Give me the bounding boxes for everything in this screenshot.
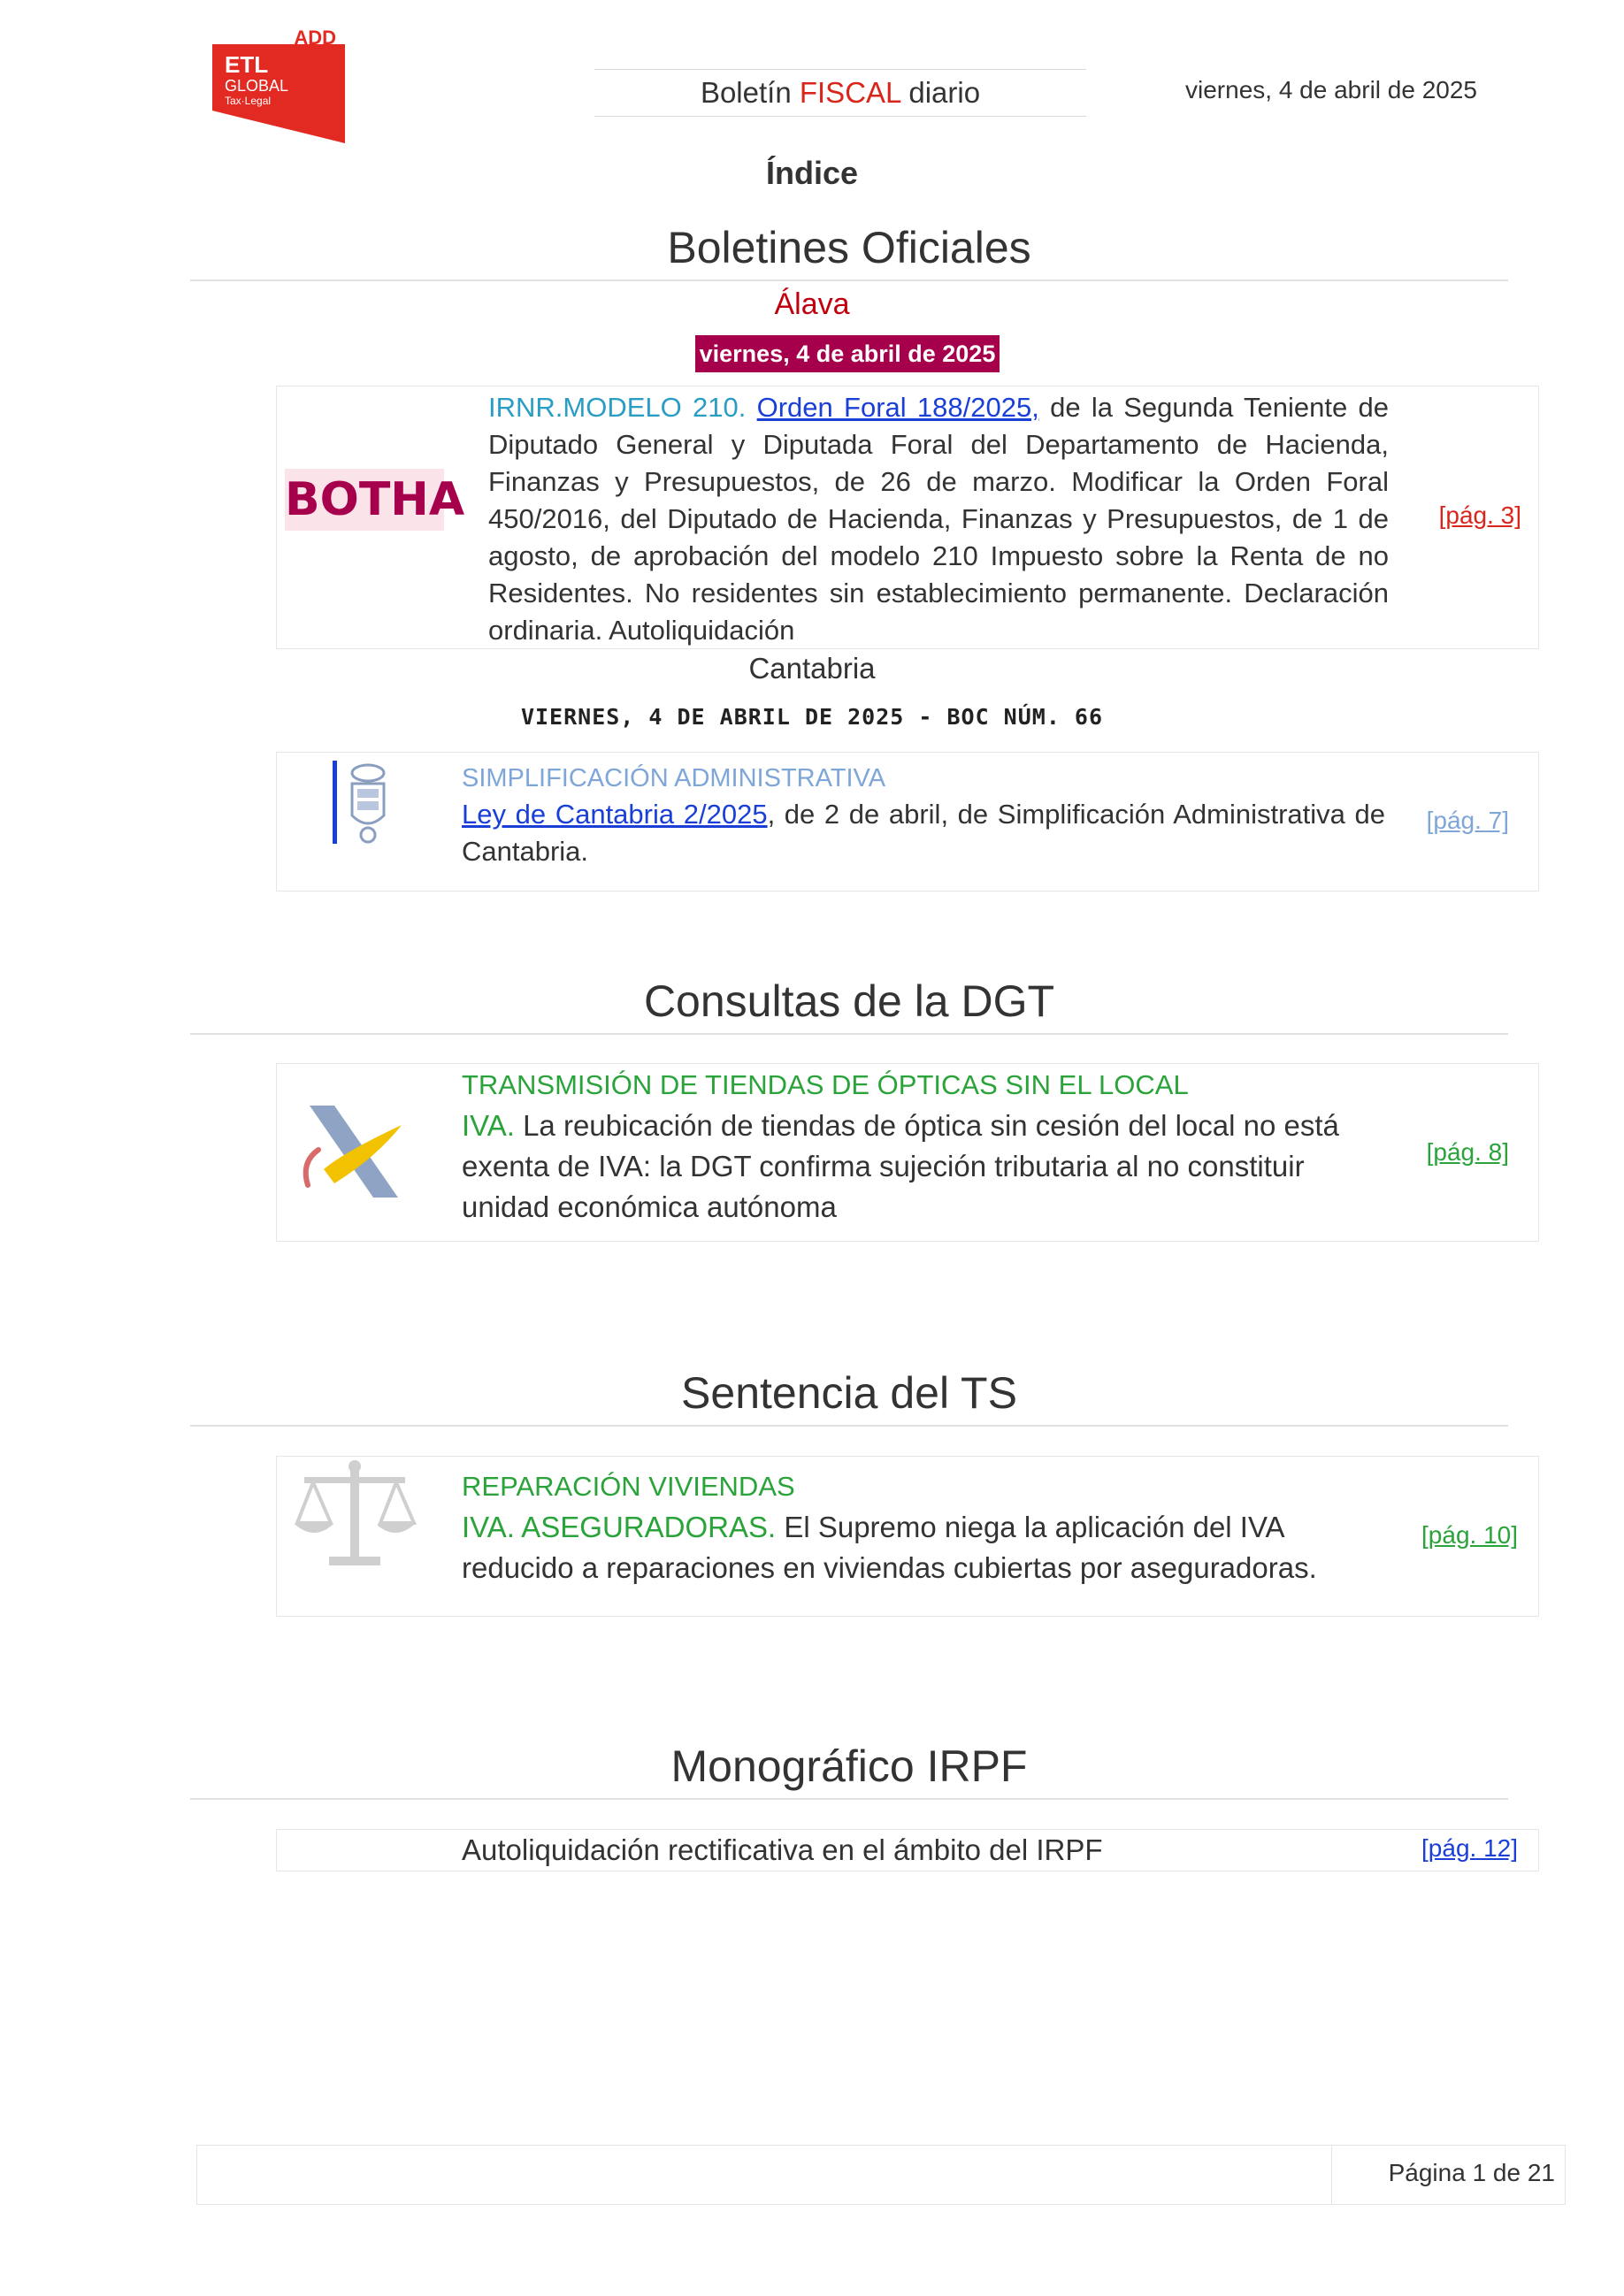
logo-global-text: GLOBAL	[225, 77, 289, 95]
entry-ts-text	[462, 1466, 1399, 1588]
cantabria-coat-of-arms-icon	[329, 759, 400, 847]
entry-dgt-category: IVA.	[462, 1109, 524, 1142]
ley-cantabria-link[interactable]: Ley de Cantabria 2/2025	[462, 799, 768, 830]
section-title-irpf: Monográfico IRPF	[190, 1740, 1508, 1800]
entry-irpf-text: Autoliquidación rectificativa en el ámbito del IRPF	[462, 1833, 1103, 1866]
page-ref-8[interactable]: [pág. 8]	[1426, 1138, 1509, 1166]
section-title-boletines: Boletines Oficiales	[190, 221, 1508, 281]
section-title-ts: Sentencia del TS	[190, 1366, 1508, 1427]
entry-dgt-body: La reubicación de tiendas de óptica sin cesión del local no está exenta de IVA: la DGT confirma sujeción tributaria al no constituir unidad económica autónoma	[462, 1109, 1339, 1223]
entry-ts-body: El Supremo niega la aplicación del IVA reducido a reparaciones en viviendas cubiertas por aseguradoras.	[462, 1511, 1317, 1584]
page-ref-10[interactable]: [pág. 10]	[1421, 1521, 1518, 1549]
entry-ts-category: IVA. ASEGURADORAS.	[462, 1511, 785, 1543]
botha-logo-text: BOTHA	[285, 473, 465, 526]
bulletin-title-accent: FISCAL	[799, 76, 901, 109]
region-title-alava: Álava	[774, 287, 850, 321]
aeat-logo-icon	[292, 1098, 407, 1205]
orden-foral-link[interactable]: Orden Foral 188/2025,	[756, 392, 1039, 423]
logo-tagline-text: Tax·Legal	[225, 95, 272, 107]
bulletin-title-post: diario	[900, 76, 981, 109]
entry-cantabria-body: , de 2 de abril, de Simplificación Administrativa de Cantabria.	[462, 799, 1385, 867]
botha-logo	[285, 469, 465, 531]
scales-of-justice-icon	[292, 1456, 417, 1571]
entry-alava-category: IRNR.MODELO 210.	[488, 392, 757, 423]
footer-page-number: Página 1 de 21	[1388, 2159, 1555, 2186]
entry-cantabria-text	[462, 761, 1385, 870]
entry-alava-text	[488, 389, 1389, 649]
date-badge: viernes, 4 de abril de 2025	[695, 335, 1000, 372]
etl-global-logo	[212, 27, 389, 146]
logo-etl-text: ETL	[225, 51, 269, 78]
region-title-cantabria: Cantabria	[748, 652, 876, 685]
header-date: viernes, 4 de abril de 2025	[1185, 76, 1477, 103]
entry-dgt-text	[462, 1065, 1399, 1228]
bulletin-title-pre: Boletín	[700, 76, 800, 109]
page-ref-7[interactable]: [pág. 7]	[1426, 807, 1509, 834]
entry-cantabria-category: SIMPLIFICACIÓN ADMINISTRATIVA	[462, 764, 886, 792]
logo-add-text: ADD	[294, 27, 336, 49]
page-ref-3[interactable]: [pág. 3]	[1438, 501, 1521, 529]
entry-dgt-heading: TRANSMISIÓN DE TIENDAS DE ÓPTICAS SIN EL LOCAL	[462, 1069, 1189, 1100]
footer-divider	[1331, 2145, 1332, 2205]
page-ref-12[interactable]: [pág. 12]	[1421, 1834, 1518, 1862]
index-title: Índice	[765, 155, 859, 191]
entry-alava-body: de la Segunda Teniente de Diputado General y Diputada Foral del Departamento de Hacienda, Finanzas y Presupuestos, de 26 de marzo. Modificar la Orden Foral 450/2016, del Diputado de Hacienda, Finanzas y Presupuestos, de 1 de agosto, de aprobación del modelo 210 Impuesto sobre la Renta de no Residentes. No residentes sin establecimiento permanente. Declaración ordinaria. Autoliquidación	[488, 392, 1389, 646]
bulletin-title	[594, 69, 1086, 117]
section-title-dgt: Consultas de la DGT	[190, 975, 1508, 1035]
boc-line: VIERNES, 4 DE ABRIL DE 2025 - BOC NÚM. 66	[520, 704, 1104, 730]
entry-ts-heading: REPARACIÓN VIVIENDAS	[462, 1471, 795, 1502]
